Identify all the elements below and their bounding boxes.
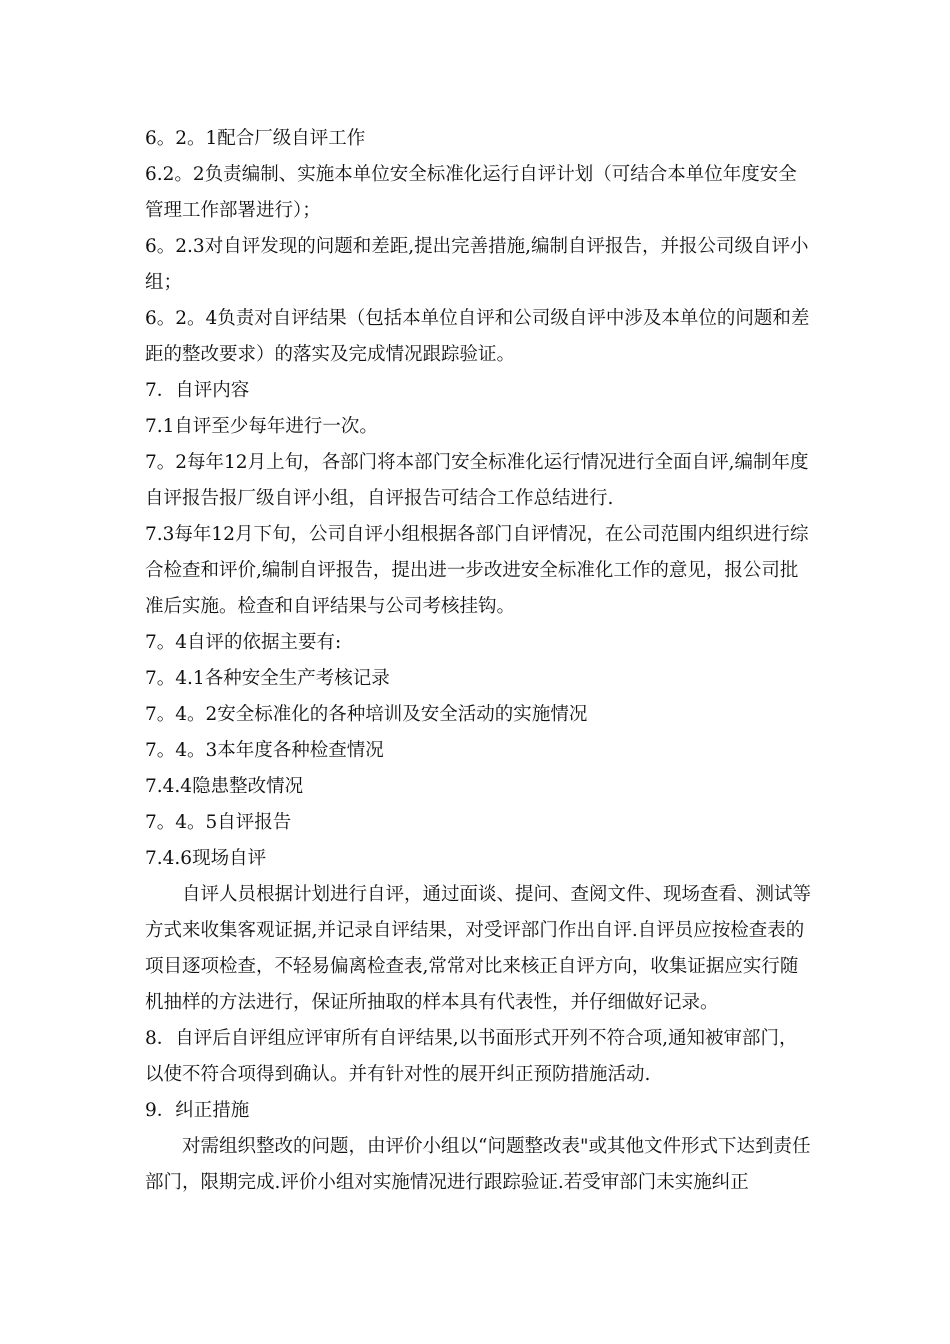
paragraph-6-2-3: 6。2.3对自评发现的问题和差距,提出完善措施,编制自评报告，并报公司级自评小组；: [145, 236, 809, 293]
section-heading-7: 7．自评内容: [145, 380, 250, 401]
paragraph-7-4-5: 7。4。5自评报告: [145, 812, 292, 833]
section-heading-9: 9．纠正措施: [145, 1100, 250, 1121]
document-body: [145, 121, 815, 1201]
paragraph-7-1: 7.1自评至少每年进行一次。: [145, 416, 378, 437]
paragraph-8: 8．自评后自评组应评审所有自评结果,以书面形式开列不符合项,通知被审部门，以使不符合项得到确认。并有针对性的展开纠正预防措施活动.: [145, 1028, 798, 1085]
paragraph-7-4: 7。4自评的依据主要有:: [145, 632, 342, 653]
paragraph-7-4-4: 7.4.4隐患整改情况: [145, 776, 304, 797]
paragraph-6-2-4: 6。2。4负责对自评结果（包括本单位自评和公司级自评中涉及本单位的问题和差距的整改要求）的落实及完成情况跟踪验证。: [145, 308, 810, 365]
paragraph-field-audit: 自评人员根据计划进行自评，通过面谈、提问、查阅文件、现场查看、测试等方式来收集客观证据,并记录自评结果，对受评部门作出自评.自评员应按检查表的项目逐项检查，不轻易偏离检查表,常常对比来核正自评方向，收集证据应实行随机抽样的方法进行，保证所抽取的样本具有代表性，并仔细做好记录。: [145, 884, 812, 1013]
paragraph-corrective-actions: 对需组织整改的问题，由评价小组以“问题整改表"或其他文件形式下达到责任部门，限期完成.评价小组对实施情况进行跟踪验证.若受审部门未实施纠正: [145, 1136, 811, 1193]
paragraph-7-2: 7。2每年12月上旬，各部门将本部门安全标准化运行情况进行全面自评,编制年度自评报告报厂级自评小组，自评报告可结合工作总结进行.: [145, 452, 809, 509]
paragraph-7-4-3: 7。4。3本年度各种检查情况: [145, 740, 384, 761]
paragraph-6-2-2: 6.2。2负责编制、实施本单位安全标准化运行自评计划（可结合本单位年度安全管理工作部署进行）；: [145, 164, 797, 221]
paragraph-7-4-2: 7。4。2安全标准化的各种培训及安全活动的实施情况: [145, 704, 588, 725]
paragraph-6-2-1: 6。2。1配合厂级自评工作: [145, 128, 366, 149]
paragraph-7-4-1: 7。4.1各种安全生产考核记录: [145, 668, 390, 689]
paragraph-7-4-6: 7.4.6现场自评: [145, 848, 267, 869]
paragraph-7-3: 7.3每年12月下旬，公司自评小组根据各部门自评情况，在公司范围内组织进行综合检查和评价,编制自评报告，提出进一步改进安全标准化工作的意见，报公司批准后实施。检查和自评结果与公司考核挂钩。: [145, 524, 809, 617]
